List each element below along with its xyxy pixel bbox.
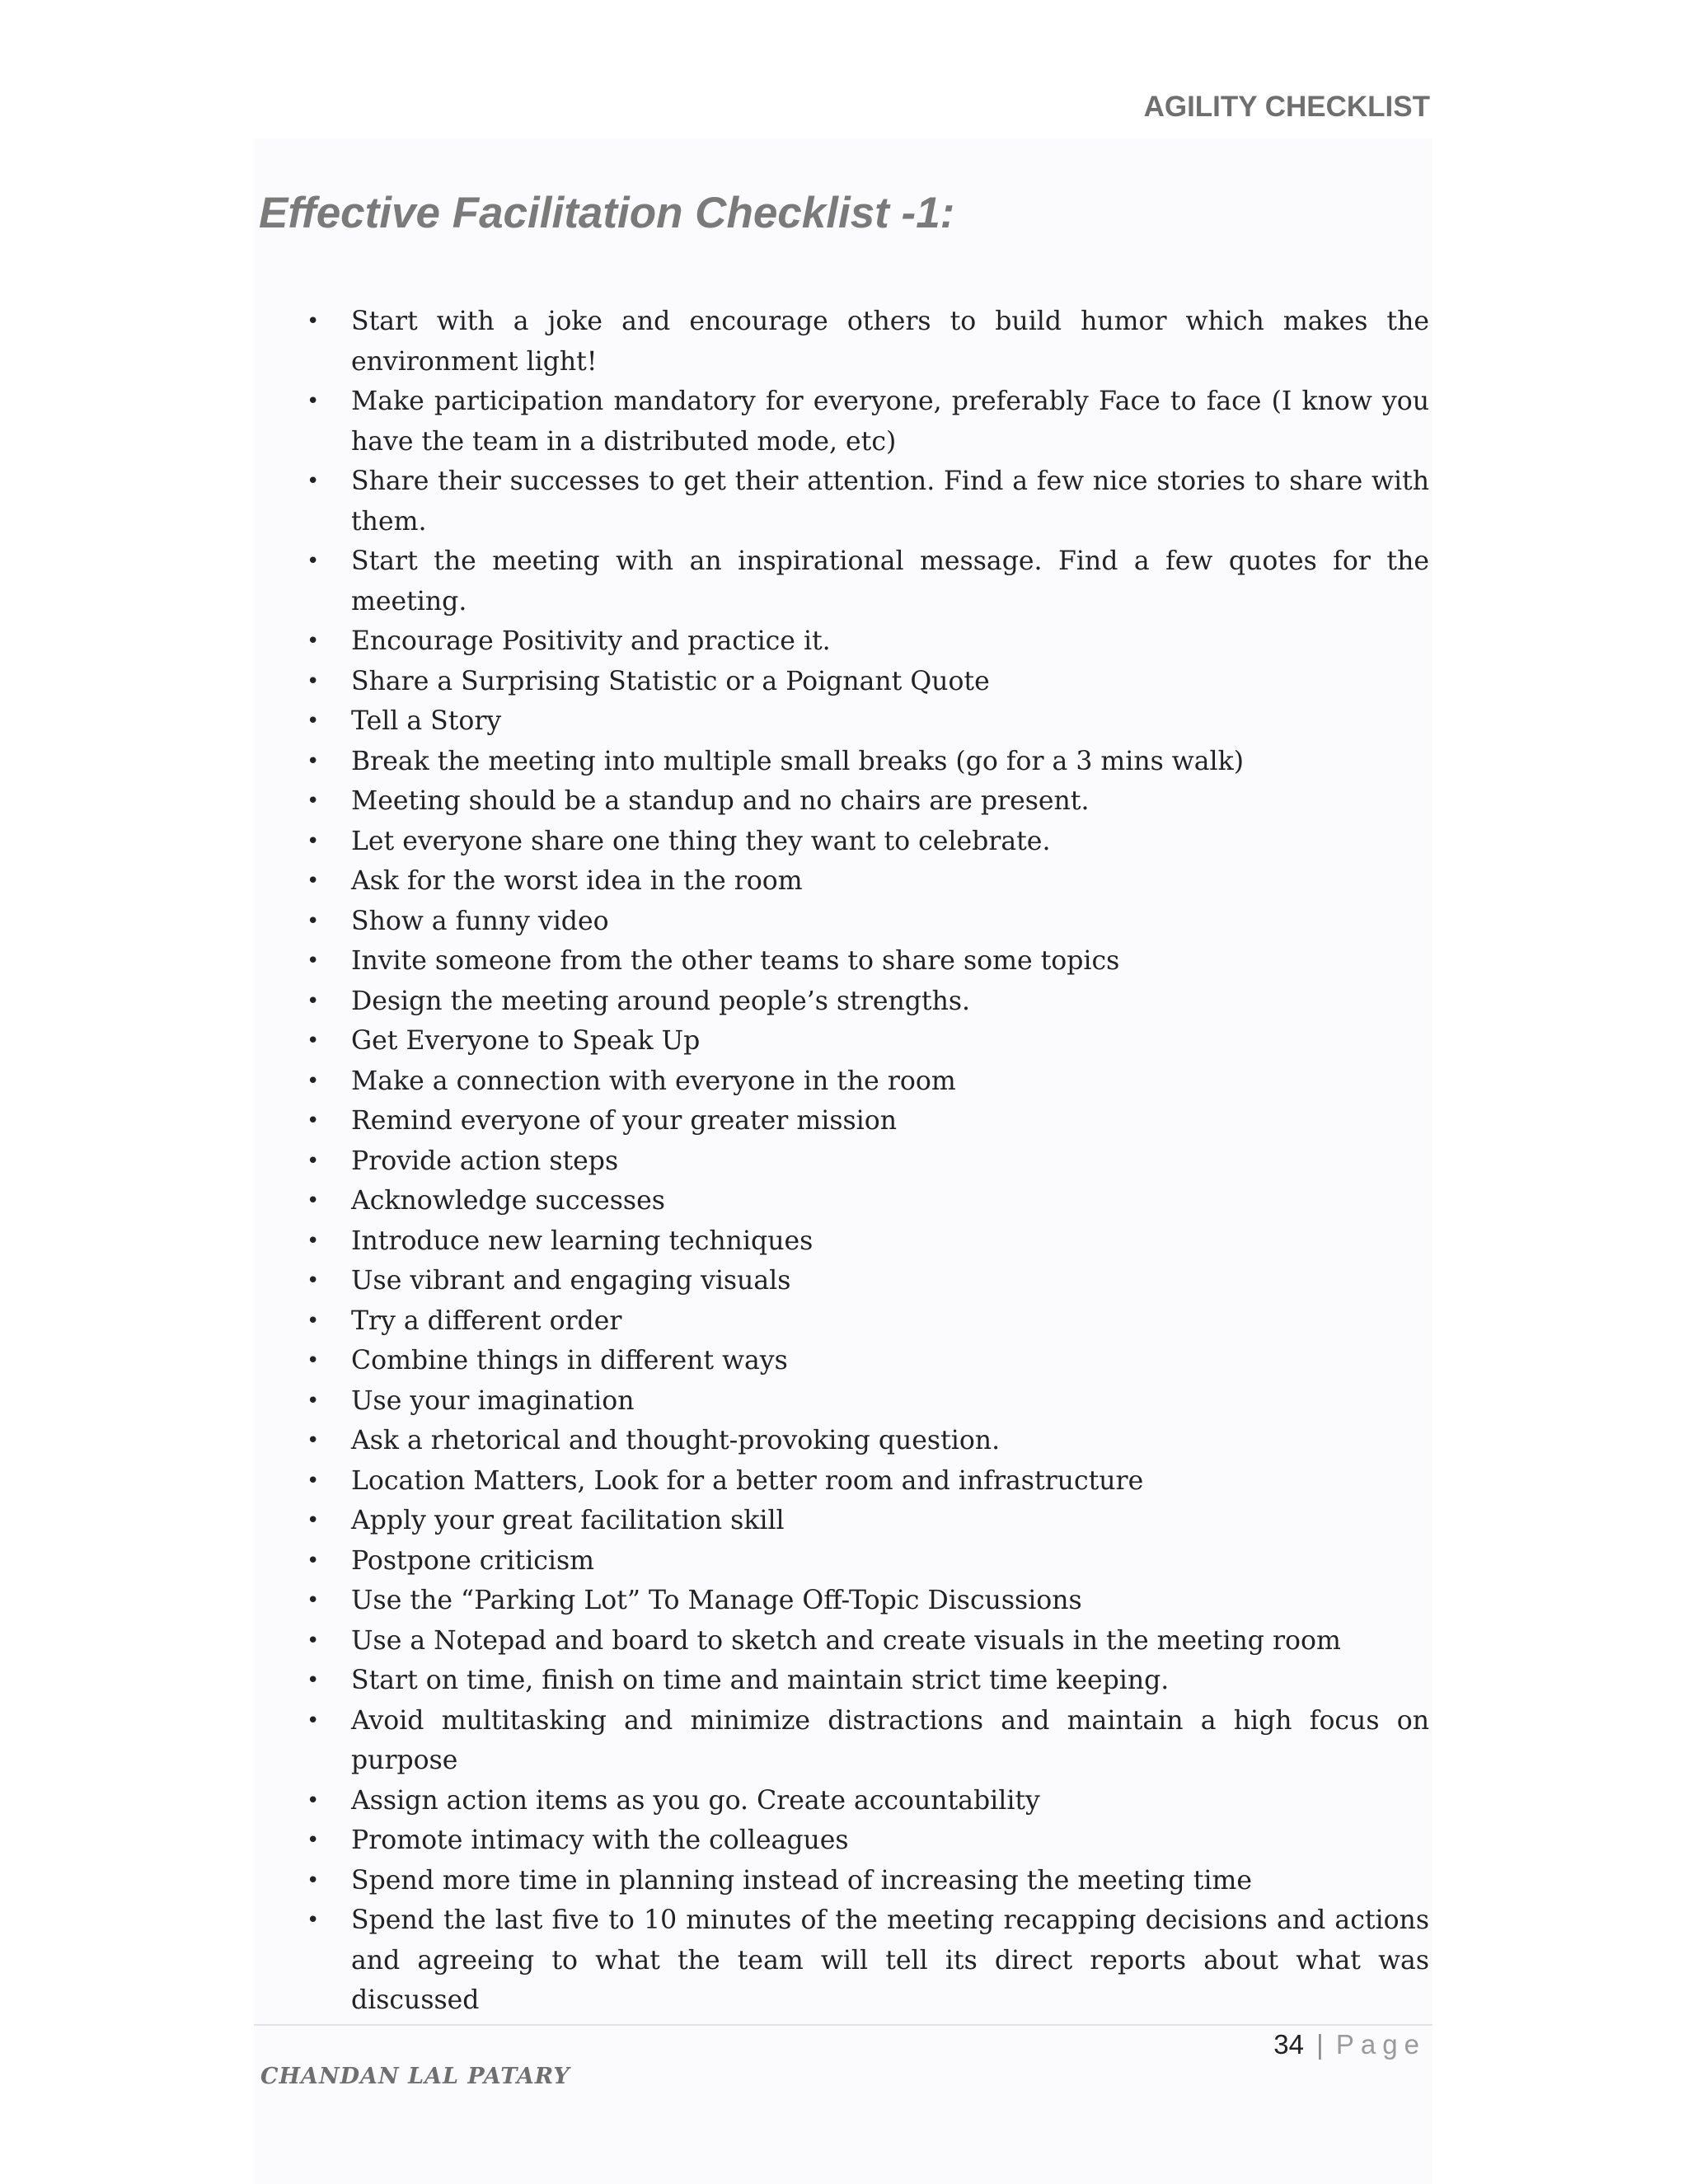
checklist-item [302,1501,1429,1541]
bullet-icon: • [307,1308,320,1333]
checklist-item-text: Encourage Positivity and practice it. [351,626,831,656]
checklist-item-text: Introduce new learning techniques [351,1226,814,1256]
facilitation-checklist [302,302,1429,2021]
bullet-icon: • [307,1148,320,1174]
checklist-item-text: Make participation mandatory for everyone, preferably Face to face (I know you have the team in a distributed mode, etc) [351,387,1429,457]
author-name: CHANDAN LAL PATARY [260,2064,570,2089]
checklist-item-text: Avoid multitasking and minimize distractions and maintain a high focus on purpose [351,1705,1429,1775]
checklist-item [302,1181,1429,1221]
bullet-icon: • [307,1228,320,1254]
checklist-item-text: Start the meeting with an inspirational message. Find a few quotes for the meeting. [351,546,1429,616]
checklist-item-text: Provide action steps [351,1146,619,1176]
checklist-item [302,861,1429,902]
checklist-item-text: Tell a Story [351,706,502,736]
checklist-item [302,781,1429,822]
checklist-item [302,1661,1429,1701]
bullet-icon: • [307,1508,320,1533]
checklist-item-text: Promote intimacy with the colleagues [351,1825,849,1855]
checklist-item [302,742,1429,782]
bullet-icon: • [307,1029,320,1053]
checklist-item-text: Design the meeting around people’s strengths. [351,986,971,1016]
checklist-item [302,462,1429,541]
bullet-icon: • [307,629,320,654]
checklist-item-text: Invite someone from the other teams to share some topics [351,946,1120,976]
bullet-icon: • [307,949,320,973]
checklist-item-text: Combine things in different ways [351,1346,788,1376]
checklist-item-text: Use the “Parking Lot” To Manage Off-Topic Discussions [351,1586,1082,1615]
checklist-item-text: Make a connection with everyone in the room [351,1066,956,1096]
bullet-icon: • [307,869,320,893]
page-number-value: 34 [1273,2029,1304,2060]
bullet-icon: • [307,1668,320,1693]
bullet-icon: • [307,789,320,813]
checklist-item [302,1900,1429,2021]
checklist-item [302,1861,1429,1901]
bullet-icon: • [307,1108,320,1133]
bullet-icon: • [307,1788,320,1813]
bullet-icon: • [307,1588,320,1613]
bullet-icon: • [307,1908,320,1933]
bullet-icon: • [307,1068,320,1094]
checklist-item [302,1261,1429,1301]
checklist-item-text: Location Matters, Look for a better room and infrastructure [351,1465,1144,1496]
checklist-item-text: Start on time, finish on time and maintain strict time keeping. [351,1666,1170,1695]
checklist-item [302,1021,1429,1062]
bullet-icon: • [307,309,320,334]
checklist-item [302,1461,1429,1502]
page-label: Page [1335,2029,1426,2060]
checklist-item-text: Share their successes to get their attention. Find a few nice stories to share with them. [351,466,1429,537]
checklist-item-text: Get Everyone to Speak Up [351,1026,701,1056]
checklist-item [302,662,1429,702]
bullet-icon: • [307,1708,320,1733]
checklist-item [302,822,1429,862]
running-header: AGILITY CHECKLIST [1143,91,1430,123]
checklist-item [302,1821,1429,1861]
checklist-item [302,1301,1429,1342]
checklist-item-text: Ask for the worst idea in the room [351,866,803,896]
checklist-item-text: Remind everyone of your greater mission [351,1106,897,1136]
bullet-icon: • [307,469,320,494]
checklist-item-text: Spend the last five to 10 minutes of the meeting recapping decisions and actions and agreeing to what the team will tell its direct reports about what was discussed [351,1905,1429,2015]
checklist-item [302,1701,1429,1781]
checklist-item-text: Let everyone share one thing they want to celebrate. [351,826,1051,856]
bullet-icon: • [307,1828,320,1853]
checklist-item-text: Spend more time in planning instead of increasing the meeting time [351,1865,1252,1896]
bullet-icon: • [307,1388,320,1413]
checklist-item [302,1381,1429,1422]
bullet-icon: • [307,748,320,774]
checklist-item [302,1581,1429,1621]
checklist-item [302,1062,1429,1102]
bullet-icon: • [307,389,320,414]
checklist-item [302,1101,1429,1141]
checklist-item [302,541,1429,621]
bullet-icon: • [307,988,320,1014]
bullet-icon: • [307,1628,320,1653]
checklist-item [302,941,1429,982]
checklist-item [302,1781,1429,1821]
bullet-icon: • [307,549,320,574]
checklist-item-text: Break the meeting into multiple small breaks (go for a 3 mins walk) [351,746,1244,776]
checklist-item-text: Acknowledge successes [351,1186,665,1216]
checklist-item-text: Show a funny video [351,906,609,936]
checklist-item [302,701,1429,742]
bullet-icon: • [307,1548,320,1573]
checklist-item [302,902,1429,942]
checklist-item-text: Meeting should be a standup and no chairs are present. [351,786,1090,816]
checklist-item [302,1221,1429,1262]
checklist-item [302,1421,1429,1461]
page-heading: Effective Facilitation Checklist -1: [259,189,955,237]
footer-divider [254,2024,1432,2026]
checklist-item-text: Use vibrant and engaging visuals [351,1266,791,1296]
checklist-item-text: Use a Notepad and board to sketch and create visuals in the meeting room [351,1625,1341,1656]
checklist-item-text: Share a Surprising Statistic or a Poignant Quote [351,666,990,696]
page-number-separator: | [1316,2029,1324,2060]
bullet-icon: • [307,1468,320,1493]
checklist-item [302,1141,1429,1182]
page-number [1273,2029,1426,2060]
checklist-item-text: Postpone criticism [351,1545,595,1576]
bullet-icon: • [307,1188,320,1213]
checklist-item-text: Use your imagination [351,1385,635,1416]
bullet-icon: • [307,908,320,934]
bullet-icon: • [307,1348,320,1373]
checklist-item [302,1621,1429,1661]
checklist-item [302,1341,1429,1381]
checklist-item [302,1541,1429,1582]
bullet-icon: • [307,1428,320,1453]
checklist-item-text: Ask a rhetorical and thought-provoking question. [351,1426,1001,1455]
checklist-item [302,302,1429,382]
checklist-item [302,982,1429,1022]
checklist-item-text: Start with a joke and encourage others to build humor which makes the environment light! [351,307,1429,377]
checklist-item-text: Apply your great facilitation skill [351,1506,785,1535]
checklist-item-text: Try a different order [351,1305,622,1336]
bullet-icon: • [307,668,320,694]
bullet-icon: • [307,709,320,733]
bullet-icon: • [307,1268,320,1293]
checklist-item [302,621,1429,662]
checklist-item [302,382,1429,462]
checklist-item-text: Assign action items as you go. Create accountability [351,1785,1040,1816]
bullet-icon: • [307,1868,320,1893]
bullet-icon: • [307,828,320,854]
